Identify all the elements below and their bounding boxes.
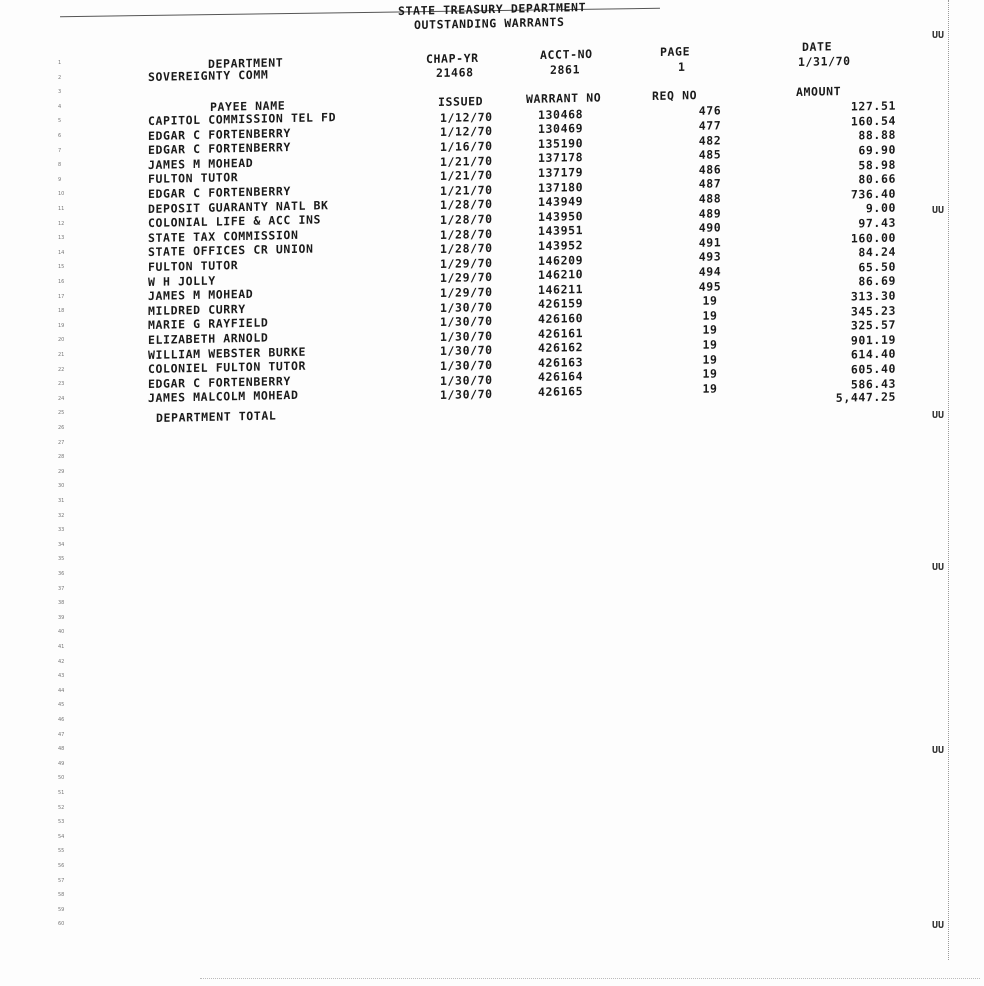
- margin-number: 53: [58, 819, 65, 826]
- issued-date: 1/21/70: [440, 168, 493, 184]
- col-req-header: REQ NO: [652, 88, 698, 103]
- margin-number: 25: [58, 410, 65, 417]
- margin-number: 26: [58, 425, 65, 431]
- amount: 127.51: [850, 98, 896, 114]
- chap-yr-label: CHAP-YR: [426, 50, 479, 66]
- issued-date: 1/29/70: [440, 270, 493, 286]
- side-mark: UU: [932, 30, 945, 41]
- payee-name: JAMES MALCOLM MOHEAD: [148, 388, 299, 406]
- issued-date: 1/30/70: [440, 328, 493, 344]
- payee-name: STATE OFFICES CR UNION: [148, 241, 314, 260]
- margin-number: 14: [58, 249, 65, 256]
- margin-number: 33: [58, 527, 65, 534]
- amount: 65.50: [858, 259, 896, 275]
- warrant-number: 426164: [538, 369, 584, 385]
- margin-number: 10: [58, 191, 65, 198]
- margin-number: 3: [58, 89, 62, 96]
- margin-number: 40: [58, 629, 65, 636]
- req-number: 19: [702, 308, 718, 323]
- margin-number: 6: [58, 133, 62, 139]
- amount: 605.40: [850, 361, 896, 377]
- margin-number: 13: [58, 235, 65, 242]
- margin-number: 58: [58, 892, 65, 899]
- issued-date: 1/28/70: [440, 226, 493, 242]
- issued-date: 1/21/70: [440, 153, 493, 169]
- req-number: 493: [698, 249, 722, 265]
- warrant-number: 135190: [538, 135, 584, 151]
- acct-no-label: ACCT-NO: [540, 46, 593, 62]
- payee-name: MARIE G RAYFIELD: [148, 315, 269, 333]
- warrant-number: 143952: [538, 238, 584, 253]
- warrant-number: 137180: [538, 179, 584, 195]
- amount: 345.23: [850, 303, 896, 319]
- issued-date: 1/12/70: [440, 109, 493, 125]
- payee-name: FULTON TUTOR: [148, 258, 239, 274]
- margin-number: 15: [58, 264, 65, 271]
- issued-date: 1/16/70: [440, 138, 493, 154]
- report-subtitle: OUTSTANDING WARRANTS: [414, 14, 565, 33]
- date-value: 1/31/70: [798, 53, 851, 69]
- amount: 97.43: [858, 215, 896, 231]
- req-number: 489: [698, 205, 722, 221]
- margin-number: 41: [58, 644, 65, 650]
- amount: 160.54: [850, 113, 896, 129]
- margin-number: 1: [58, 60, 62, 66]
- payee-name: WILLIAM WEBSTER BURKE: [148, 344, 306, 362]
- margin-number: 27: [58, 439, 65, 446]
- req-number: 495: [698, 278, 722, 294]
- margin-number: 11: [58, 206, 65, 212]
- margin-number: 48: [58, 746, 65, 753]
- margin-number: 59: [58, 906, 65, 913]
- payee-name: STATE TAX COMMISSION: [148, 227, 299, 245]
- warrant-number: 146210: [538, 267, 584, 283]
- warrant-number: 130468: [538, 106, 584, 122]
- payee-name: EDGAR C FORTENBERRY: [148, 373, 291, 391]
- warrant-number: 146209: [538, 252, 584, 268]
- warrant-number: 130469: [538, 121, 584, 137]
- margin-number: 16: [58, 279, 65, 285]
- issued-date: 1/29/70: [440, 284, 493, 300]
- issued-date: 1/28/70: [440, 241, 493, 257]
- margin-number: 46: [58, 717, 65, 723]
- req-number: 19: [702, 337, 718, 352]
- amount: 160.00: [850, 230, 896, 246]
- req-number: 485: [698, 147, 722, 163]
- req-number: 477: [698, 118, 722, 133]
- col-warrant-header: WARRANT NO: [526, 90, 602, 106]
- req-number: 19: [702, 293, 718, 308]
- amount: 84.24: [858, 244, 896, 260]
- margin-number: 21: [58, 352, 65, 358]
- issued-date: 1/30/70: [440, 314, 493, 330]
- req-number: 482: [698, 132, 722, 148]
- col-amount-header: AMOUNT: [796, 84, 842, 99]
- page-value: 1: [678, 59, 686, 74]
- req-number: 19: [702, 366, 718, 381]
- req-number: 488: [698, 191, 722, 206]
- amount: 736.40: [850, 186, 896, 202]
- payee-name: CAPITOL COMMISSION TEL FD: [148, 110, 337, 128]
- issued-date: 1/12/70: [440, 124, 493, 140]
- margin-number: 56: [58, 863, 65, 869]
- margin-number: 20: [58, 337, 65, 344]
- req-number: 490: [698, 220, 722, 236]
- margin-number: 43: [58, 673, 65, 680]
- margin-number: 9: [58, 176, 62, 183]
- side-mark: UU: [932, 205, 945, 216]
- issued-date: 1/21/70: [440, 182, 493, 198]
- margin-number: 52: [58, 804, 65, 811]
- warrant-number: 146211: [538, 281, 584, 297]
- side-mark: UU: [932, 745, 945, 756]
- side-mark: UU: [932, 562, 945, 573]
- req-number: 487: [698, 176, 722, 192]
- warrant-number: 426161: [538, 325, 584, 341]
- req-number: 19: [702, 381, 718, 396]
- warrant-number: 137179: [538, 165, 584, 180]
- amount: 325.57: [850, 317, 896, 333]
- department-total-amount: 5,447.25: [835, 389, 896, 405]
- amount: 614.40: [850, 346, 896, 362]
- margin-number: 47: [58, 731, 65, 738]
- report-title: STATE TREASURY DEPARTMENT: [398, 0, 587, 19]
- warrant-number: 143951: [538, 223, 584, 239]
- margin-number: 35: [58, 556, 65, 563]
- warrant-number: 426160: [538, 311, 584, 326]
- payee-name: W H JOLLY: [148, 273, 216, 289]
- department-total-label: DEPARTMENT TOTAL: [156, 408, 277, 425]
- issued-date: 1/30/70: [440, 343, 493, 359]
- margin-number: 12: [58, 220, 65, 227]
- warrant-number: 426162: [538, 340, 584, 356]
- req-number: 476: [698, 103, 722, 119]
- margin-number: 22: [58, 366, 65, 373]
- margin-number: 30: [58, 483, 65, 490]
- margin-number: 34: [58, 541, 65, 548]
- amount: 313.30: [850, 288, 896, 304]
- payee-name: COLONIAL LIFE & ACC INS: [148, 212, 322, 231]
- amount: 901.19: [850, 332, 896, 348]
- payee-name: EDGAR C FORTENBERRY: [148, 125, 291, 143]
- payee-name: JAMES M MOHEAD: [148, 155, 254, 172]
- payee-name: DEPOSIT GUARANTY NATL BK: [148, 197, 329, 216]
- right-perforation: [948, 0, 950, 960]
- amount: 80.66: [858, 171, 896, 187]
- margin-number: 36: [58, 571, 65, 577]
- payee-name: MILDRED CURRY: [148, 301, 246, 318]
- warrant-number: 143949: [538, 194, 584, 210]
- issued-date: 1/30/70: [440, 357, 493, 373]
- amount: 88.88: [858, 127, 896, 143]
- page-label: PAGE: [660, 44, 691, 59]
- margin-number: 55: [58, 848, 65, 855]
- date-label: DATE: [802, 39, 833, 54]
- req-number: 494: [698, 264, 722, 279]
- margin-number: 60: [58, 921, 65, 928]
- margin-number: 38: [58, 600, 65, 607]
- margin-number: 31: [58, 498, 65, 504]
- side-mark: UU: [932, 920, 945, 931]
- payee-name: JAMES M MOHEAD: [148, 286, 254, 304]
- issued-date: 1/30/70: [440, 387, 493, 403]
- margin-number: 8: [58, 162, 62, 169]
- margin-number: 32: [58, 512, 65, 519]
- warrant-number: 137178: [538, 150, 584, 166]
- acct-no-value: 2861: [550, 62, 581, 77]
- margin-number: 24: [58, 395, 65, 402]
- margin-number: 51: [58, 790, 65, 796]
- margin-line-numbers: [58, 60, 74, 950]
- payee-name: EDGAR C FORTENBERRY: [148, 184, 291, 201]
- warrant-number: 426165: [538, 384, 584, 399]
- payee-name: FULTON TUTOR: [148, 170, 239, 187]
- bottom-perforation: [200, 978, 980, 979]
- margin-number: 44: [58, 687, 65, 694]
- issued-date: 1/28/70: [440, 211, 493, 227]
- margin-number: 49: [58, 760, 65, 767]
- issued-date: 1/30/70: [440, 372, 493, 388]
- department-value: SOVEREIGNTY COMM: [148, 67, 269, 84]
- issued-date: 1/30/70: [440, 299, 493, 315]
- req-number: 19: [702, 322, 718, 338]
- margin-number: 50: [58, 775, 65, 782]
- margin-number: 54: [58, 833, 65, 840]
- amount: 86.69: [858, 273, 896, 289]
- req-number: 491: [698, 235, 722, 250]
- issued-date: 1/29/70: [440, 255, 493, 271]
- amount: 9.00: [865, 200, 896, 216]
- margin-number: 28: [58, 454, 65, 461]
- margin-number: 29: [58, 468, 65, 475]
- payee-name: COLONIEL FULTON TUTOR: [148, 358, 306, 377]
- margin-number: 7: [58, 147, 62, 154]
- req-number: 486: [698, 162, 722, 177]
- department-label: DEPARTMENT: [208, 55, 284, 71]
- margin-number: 37: [58, 585, 65, 592]
- amount: 58.98: [858, 157, 896, 172]
- margin-number: 2: [58, 74, 62, 81]
- col-issued-header: ISSUED: [438, 94, 484, 109]
- issued-date: 1/28/70: [440, 197, 493, 213]
- margin-number: 42: [58, 658, 65, 665]
- side-mark: UU: [932, 410, 945, 421]
- margin-number: 17: [58, 293, 65, 300]
- margin-number: 45: [58, 702, 65, 709]
- warrant-number: 426163: [538, 354, 584, 370]
- margin-number: 5: [58, 118, 62, 125]
- payee-name: ELIZABETH ARNOLD: [148, 330, 269, 347]
- warrant-number: 143950: [538, 208, 584, 224]
- margin-number: 39: [58, 614, 65, 621]
- req-number: 19: [702, 352, 718, 367]
- margin-number: 19: [58, 322, 65, 329]
- amount: 69.90: [858, 142, 896, 158]
- amount: 586.43: [850, 376, 896, 392]
- chap-yr-value: 21468: [436, 65, 474, 80]
- margin-number: 18: [58, 308, 65, 315]
- margin-number: 57: [58, 877, 65, 884]
- payee-name: EDGAR C FORTENBERRY: [148, 140, 291, 158]
- col-payee-header: PAYEE NAME: [210, 98, 286, 114]
- margin-number: 23: [58, 381, 65, 388]
- warrant-number: 426159: [538, 296, 584, 312]
- margin-number: 4: [58, 103, 62, 110]
